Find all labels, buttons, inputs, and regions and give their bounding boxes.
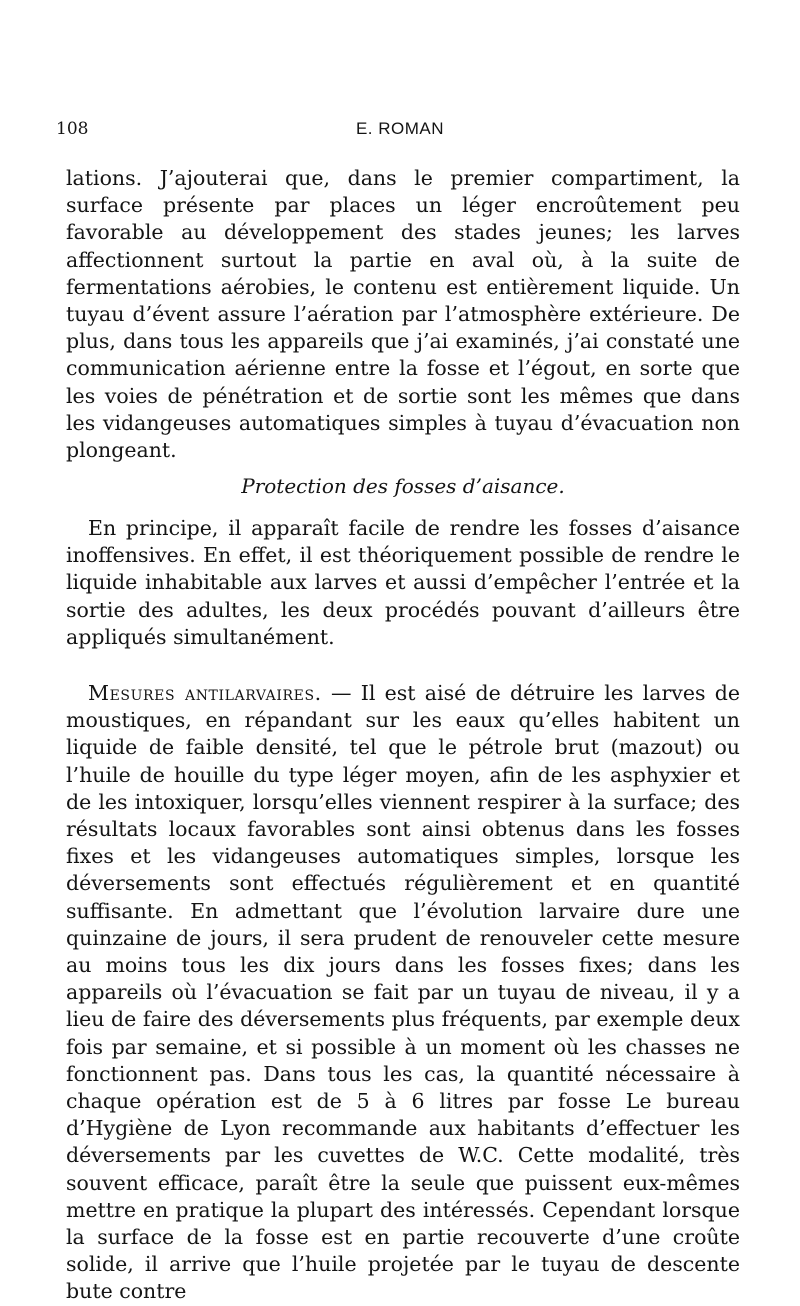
page-number: 108 — [56, 119, 89, 139]
paragraph-continuation: lations. J’ajouterai que, dans le premier compartiment, la surface présente par places un léger encroûtement peu favorable au développement des stades jeunes; les larves affectionnent surtout la partie en aval où, à la suite de fermentations aérobies, le contenu est entièrement liquide. Un tuyau d’évent assure l’aération par l’atmosphère extérieure. De plus, dans tous les appareils que j’ai examinés, j’ai constaté une communication aérienne entre la fosse et l’égout, en sorte que les voies de pénétration et de sortie sont les mêmes que dans les vidangeuses automatiques simples à tuyau d’évacuation non plongeant. — [66, 166, 740, 463]
section-title: Protection des fosses d’aisance. — [241, 474, 565, 498]
paragraph-antilarval-measures — [66, 680, 740, 1306]
paragraph-principle: En principe, il apparaît facile de rendre les fosses d’aisance inoffensives. En effet, il est théoriquement possible de rendre le liquide inhabitable aux larves et aussi d’empêcher l’entrée et la sortie des adultes, les deux procédés pouvant d’ailleurs être appliqués simultanément. — [66, 516, 740, 649]
paragraph-body: — Il est aisé de détruire les larves de moustiques, en répandant sur les eaux qu’elles habitent un liquide de faible densité, tel que le pétrole brut (mazout) ou l’huile de houille du type léger moyen, afin de les asphyxier et de les intoxiquer, lorsqu’elles viennent respirer à la surface; des résultats locaux favorables sont ainsi obtenus dans les fosses fixes et les vidangeuses automatiques simples, lorsque les déversements sont effectués régulièrement et en quantité suffisante. En admettant que l’évolution larvaire dure une quinzaine de jours, il sera prudent de renouveler cette mesure au moins tous les dix jours dans les fosses fixes; dans les appareils où l’évacuation se fait par un tuyau de niveau, il y a lieu de faire des déversements plus fréquents, par exemple deux fois par semaine, et si possible à un moment où les chasses ne fonctionnent pas. Dans tous les cas, la quantité nécessaire à chaque opération est de 5 à 6 litres par fosse Le bureau d’Hygiène de Lyon recommande aux habitants d’effectuer les déversements par les cuvettes de W.C. Cette modalité, très souvent efficace, paraît être la seule que puissent eux-mêmes mettre en pratique la plupart des intéressés. Cependant lorsque la surface de la fosse est en partie recouverte d’une croûte solide, il arrive que l’huile projetée par le tuyau de descente bute contre — [66, 681, 740, 1304]
paragraph-lead-heading: Mesures antilarvaires. — [88, 681, 322, 705]
running-head: E. ROMAN — [355, 119, 445, 138]
page-header — [56, 119, 744, 145]
